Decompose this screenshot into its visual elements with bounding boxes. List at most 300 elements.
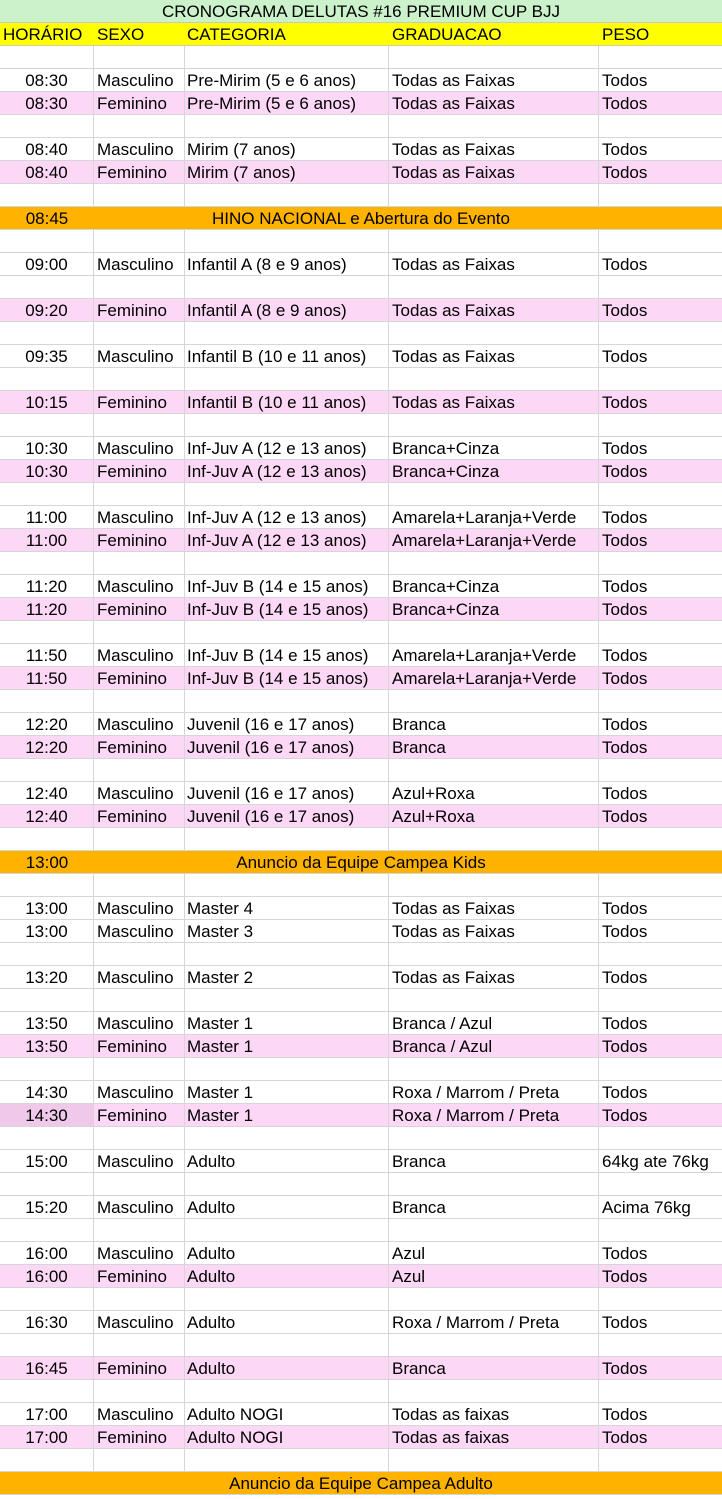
cell-empty[interactable] [94, 989, 185, 1011]
cell-empty[interactable] [599, 759, 722, 781]
cell-empty[interactable] [94, 184, 185, 206]
cell-empty[interactable] [185, 828, 389, 850]
cell-empty[interactable] [389, 621, 599, 643]
cell-categoria[interactable]: Inf-Juv B (14 e 15 anos) [185, 575, 389, 597]
cell-categoria[interactable]: Master 2 [185, 966, 389, 988]
cell-empty[interactable] [0, 1334, 94, 1356]
cell-categoria[interactable]: Inf-Juv B (14 e 15 anos) [185, 644, 389, 666]
cell-graduacao[interactable]: Amarela+Laranja+Verde [389, 529, 599, 551]
cell-empty[interactable] [599, 552, 722, 574]
cell-time[interactable]: 12:20 [0, 736, 94, 758]
cell-sexo[interactable]: Masculino [94, 138, 185, 160]
cell-graduacao[interactable]: Azul [389, 1265, 599, 1287]
cell-graduacao[interactable]: Amarela+Laranja+Verde [389, 506, 599, 528]
cell-empty[interactable] [94, 414, 185, 436]
cell-empty[interactable] [599, 874, 722, 896]
cell-empty[interactable] [94, 1449, 185, 1471]
cell-sexo[interactable]: Feminino [94, 1035, 185, 1057]
cell-categoria[interactable]: Infantil A (8 e 9 anos) [185, 299, 389, 321]
cell-empty[interactable] [94, 621, 185, 643]
cell-empty[interactable] [185, 1219, 389, 1241]
cell-categoria[interactable]: Juvenil (16 e 17 anos) [185, 805, 389, 827]
cell-categoria[interactable]: Mirim (7 anos) [185, 138, 389, 160]
cell-empty[interactable] [599, 1219, 722, 1241]
cell-sexo[interactable]: Feminino [94, 1104, 185, 1126]
cell-time[interactable]: 08:45 [25, 209, 69, 228]
cell-sexo[interactable]: Feminino [94, 667, 185, 689]
cell-empty[interactable] [0, 1219, 94, 1241]
cell-empty[interactable] [599, 46, 722, 68]
cell-peso[interactable]: Todos [602, 71, 648, 90]
cell-time[interactable]: 15:00 [0, 1150, 94, 1172]
cell-categoria[interactable]: Infantil B (10 e 11 anos) [185, 345, 389, 367]
cell-empty[interactable] [389, 1127, 599, 1149]
cell-empty[interactable] [389, 414, 599, 436]
cell-sexo[interactable]: Feminino [94, 598, 185, 620]
cell-graduacao[interactable]: Branca+Cinza [389, 575, 599, 597]
cell-empty[interactable] [389, 552, 599, 574]
cell-time[interactable]: 10:15 [0, 391, 94, 413]
cell-time[interactable]: 16:45 [0, 1357, 94, 1379]
cell-graduacao[interactable]: Branca [389, 1196, 599, 1218]
cell-peso[interactable]: Todos [602, 1359, 648, 1378]
cell-empty[interactable] [389, 483, 599, 505]
cell-categoria[interactable]: Juvenil (16 e 17 anos) [185, 736, 389, 758]
header-categoria[interactable]: CATEGORIA [187, 25, 286, 44]
cell-empty[interactable] [389, 759, 599, 781]
cell-categoria[interactable]: Adulto [185, 1150, 389, 1172]
cell-empty[interactable] [185, 1127, 389, 1149]
cell-sexo[interactable]: Feminino [94, 1265, 185, 1287]
cell-graduacao[interactable]: Azul+Roxa [389, 805, 599, 827]
cell-peso[interactable]: Todos [602, 393, 648, 412]
cell-empty[interactable] [0, 943, 94, 965]
cell-peso[interactable]: Todos [602, 968, 648, 987]
cell-empty[interactable] [599, 943, 722, 965]
cell-empty[interactable] [599, 621, 722, 643]
cell-empty[interactable] [185, 1173, 389, 1195]
cell-peso[interactable]: Todos [602, 1313, 648, 1332]
cell-categoria[interactable]: Adulto NOGI [185, 1403, 389, 1425]
cell-peso[interactable]: Todos [602, 439, 648, 458]
cell-empty[interactable] [389, 184, 599, 206]
cell-peso[interactable]: Todos [602, 899, 648, 918]
cell-empty[interactable] [0, 1288, 94, 1310]
cell-empty[interactable] [94, 1058, 185, 1080]
cell-graduacao[interactable]: Amarela+Laranja+Verde [389, 644, 599, 666]
cell-empty[interactable] [389, 115, 599, 137]
cell-empty[interactable] [185, 874, 389, 896]
cell-empty[interactable] [185, 115, 389, 137]
cell-empty[interactable] [185, 759, 389, 781]
cell-empty[interactable] [389, 943, 599, 965]
cell-empty[interactable] [94, 1173, 185, 1195]
cell-empty[interactable] [0, 230, 94, 252]
cell-graduacao[interactable]: Todas as Faixas [389, 391, 599, 413]
cell-categoria[interactable]: Inf-Juv A (12 e 13 anos) [185, 460, 389, 482]
cell-graduacao[interactable]: Azul+Roxa [389, 782, 599, 804]
cell-graduacao[interactable]: Branca / Azul [389, 1035, 599, 1057]
cell-empty[interactable] [0, 552, 94, 574]
cell-empty[interactable] [185, 414, 389, 436]
cell-empty[interactable] [599, 1173, 722, 1195]
cell-time[interactable]: 08:30 [0, 69, 94, 91]
cell-sexo[interactable]: Masculino [94, 920, 185, 942]
cell-empty[interactable] [599, 1288, 722, 1310]
cell-empty[interactable] [389, 276, 599, 298]
cell-sexo[interactable]: Masculino [94, 1196, 185, 1218]
cell-categoria[interactable]: Pre-Mirim (5 e 6 anos) [185, 69, 389, 91]
cell-time[interactable]: 11:20 [0, 575, 94, 597]
cell-empty[interactable] [94, 230, 185, 252]
cell-empty[interactable] [599, 483, 722, 505]
cell-empty[interactable] [94, 943, 185, 965]
cell-empty[interactable] [185, 1288, 389, 1310]
cell-peso[interactable]: Todos [602, 255, 648, 274]
cell-empty[interactable] [389, 1449, 599, 1471]
cell-empty[interactable] [389, 874, 599, 896]
cell-empty[interactable] [0, 1380, 94, 1402]
cell-time[interactable]: 09:20 [0, 299, 94, 321]
cell-peso[interactable]: Todos [602, 1037, 648, 1056]
cell-empty[interactable] [389, 989, 599, 1011]
cell-peso[interactable]: Todos [602, 1083, 648, 1102]
cell-empty[interactable] [94, 46, 185, 68]
cell-sexo[interactable]: Masculino [94, 1403, 185, 1425]
cell-empty[interactable] [185, 989, 389, 1011]
cell-graduacao[interactable]: Todas as Faixas [389, 253, 599, 275]
cell-sexo[interactable]: Masculino [94, 1150, 185, 1172]
cell-categoria[interactable]: Adulto NOGI [185, 1426, 389, 1448]
cell-empty[interactable] [0, 414, 94, 436]
cell-empty[interactable] [599, 1449, 722, 1471]
cell-empty[interactable] [94, 115, 185, 137]
cell-time[interactable]: 12:40 [0, 805, 94, 827]
cell-graduacao[interactable]: Todas as faixas [389, 1403, 599, 1425]
cell-categoria[interactable]: Pre-Mirim (5 e 6 anos) [185, 92, 389, 114]
cell-sexo[interactable]: Masculino [94, 1012, 185, 1034]
cell-empty[interactable] [185, 1058, 389, 1080]
cell-categoria[interactable]: Inf-Juv A (12 e 13 anos) [185, 529, 389, 551]
cell-empty[interactable] [185, 230, 389, 252]
cell-empty[interactable] [185, 322, 389, 344]
cell-empty[interactable] [0, 1173, 94, 1195]
cell-sexo[interactable]: Feminino [94, 1426, 185, 1448]
cell-graduacao[interactable]: Todas as Faixas [389, 161, 599, 183]
cell-empty[interactable] [599, 322, 722, 344]
cell-peso[interactable]: Todos [602, 600, 648, 619]
cell-empty[interactable] [389, 1334, 599, 1356]
cell-graduacao[interactable]: Azul [389, 1242, 599, 1264]
cell-categoria[interactable]: Adulto [185, 1265, 389, 1287]
cell-empty[interactable] [94, 874, 185, 896]
cell-categoria[interactable]: Juvenil (16 e 17 anos) [185, 782, 389, 804]
cell-categoria[interactable]: Inf-Juv B (14 e 15 anos) [185, 667, 389, 689]
cell-empty[interactable] [0, 759, 94, 781]
cell-graduacao[interactable]: Branca+Cinza [389, 460, 599, 482]
cell-time[interactable]: 16:00 [0, 1265, 94, 1287]
cell-sexo[interactable]: Feminino [94, 805, 185, 827]
cell-empty[interactable] [94, 1219, 185, 1241]
cell-sexo[interactable]: Masculino [94, 69, 185, 91]
cell-empty[interactable] [94, 1127, 185, 1149]
cell-empty[interactable] [185, 943, 389, 965]
cell-empty[interactable] [389, 1173, 599, 1195]
cell-empty[interactable] [185, 690, 389, 712]
cell-empty[interactable] [185, 276, 389, 298]
cell-empty[interactable] [389, 46, 599, 68]
cell-time[interactable]: 12:40 [0, 782, 94, 804]
cell-empty[interactable] [94, 552, 185, 574]
cell-peso[interactable]: Todos [602, 646, 648, 665]
cell-graduacao[interactable]: Todas as Faixas [389, 299, 599, 321]
cell-empty[interactable] [389, 1380, 599, 1402]
banner-message[interactable]: Anuncio da Equipe Campea Adulto [229, 1474, 493, 1493]
cell-empty[interactable] [0, 368, 94, 390]
cell-sexo[interactable]: Feminino [94, 1357, 185, 1379]
cell-peso[interactable]: Todos [602, 807, 648, 826]
cell-time[interactable]: 11:50 [0, 667, 94, 689]
cell-sexo[interactable]: Masculino [94, 506, 185, 528]
cell-peso[interactable]: Todos [602, 715, 648, 734]
cell-graduacao[interactable]: Branca [389, 713, 599, 735]
cell-time[interactable]: 14:30 [0, 1081, 94, 1103]
cell-empty[interactable] [94, 1288, 185, 1310]
cell-empty[interactable] [0, 874, 94, 896]
cell-empty[interactable] [185, 621, 389, 643]
header-horario[interactable]: HORÁRIO [3, 25, 83, 44]
cell-time[interactable]: 11:00 [0, 529, 94, 551]
cell-empty[interactable] [94, 368, 185, 390]
cell-peso[interactable]: Todos [602, 1244, 648, 1263]
cell-peso[interactable]: 64kg ate 76kg [602, 1152, 709, 1171]
cell-time[interactable]: 09:00 [0, 253, 94, 275]
cell-time[interactable]: 14:30 [0, 1104, 94, 1126]
cell-time[interactable]: 13:20 [0, 966, 94, 988]
cell-empty[interactable] [599, 690, 722, 712]
cell-empty[interactable] [94, 1380, 185, 1402]
cell-graduacao[interactable]: Amarela+Laranja+Verde [389, 667, 599, 689]
cell-empty[interactable] [185, 1380, 389, 1402]
cell-time[interactable]: 17:00 [0, 1426, 94, 1448]
cell-time[interactable]: 13:00 [25, 853, 69, 872]
cell-sexo[interactable]: Feminino [94, 736, 185, 758]
cell-categoria[interactable]: Master 1 [185, 1035, 389, 1057]
cell-time[interactable]: 13:00 [0, 920, 94, 942]
cell-graduacao[interactable]: Todas as Faixas [389, 966, 599, 988]
cell-time[interactable]: 16:30 [0, 1311, 94, 1333]
cell-categoria[interactable]: Adulto [185, 1242, 389, 1264]
cell-sexo[interactable]: Masculino [94, 1311, 185, 1333]
cell-empty[interactable] [0, 1127, 94, 1149]
header-graduacao[interactable]: GRADUACAO [392, 25, 502, 44]
cell-categoria[interactable]: Master 3 [185, 920, 389, 942]
cell-peso[interactable]: Todos [602, 738, 648, 757]
cell-categoria[interactable]: Adulto [185, 1311, 389, 1333]
cell-sexo[interactable]: Masculino [94, 1242, 185, 1264]
cell-graduacao[interactable]: Branca [389, 1357, 599, 1379]
banner-message[interactable]: Anuncio da Equipe Campea Kids [236, 853, 486, 872]
cell-peso[interactable]: Todos [602, 1428, 648, 1447]
cell-empty[interactable] [599, 989, 722, 1011]
cell-empty[interactable] [599, 828, 722, 850]
cell-empty[interactable] [0, 184, 94, 206]
cell-sexo[interactable]: Masculino [94, 782, 185, 804]
cell-sexo[interactable]: Feminino [94, 529, 185, 551]
cell-peso[interactable]: Todos [602, 669, 648, 688]
cell-empty[interactable] [0, 1058, 94, 1080]
cell-peso[interactable]: Todos [602, 577, 648, 596]
cell-empty[interactable] [599, 414, 722, 436]
cell-empty[interactable] [185, 368, 389, 390]
banner-message[interactable]: HINO NACIONAL e Abertura do Evento [212, 209, 510, 228]
cell-sexo[interactable]: Feminino [94, 391, 185, 413]
cell-empty[interactable] [389, 230, 599, 252]
cell-time[interactable]: 13:00 [0, 897, 94, 919]
cell-time[interactable]: 16:00 [0, 1242, 94, 1264]
cell-graduacao[interactable]: Todas as Faixas [389, 345, 599, 367]
cell-time[interactable]: 08:40 [0, 161, 94, 183]
cell-categoria[interactable]: Mirim (7 anos) [185, 161, 389, 183]
cell-sexo[interactable]: Masculino [94, 253, 185, 275]
cell-categoria[interactable]: Juvenil (16 e 17 anos) [185, 713, 389, 735]
cell-empty[interactable] [0, 46, 94, 68]
cell-empty[interactable] [599, 368, 722, 390]
cell-empty[interactable] [0, 989, 94, 1011]
cell-peso[interactable]: Todos [602, 1405, 648, 1424]
cell-empty[interactable] [0, 115, 94, 137]
cell-sexo[interactable]: Feminino [94, 92, 185, 114]
cell-empty[interactable] [185, 1449, 389, 1471]
cell-empty[interactable] [185, 184, 389, 206]
cell-graduacao[interactable]: Roxa / Marrom / Preta [389, 1081, 599, 1103]
cell-sexo[interactable]: Masculino [94, 1081, 185, 1103]
cell-categoria[interactable]: Master 4 [185, 897, 389, 919]
cell-categoria[interactable]: Adulto [185, 1196, 389, 1218]
cell-peso[interactable]: Todos [602, 508, 648, 527]
cell-sexo[interactable]: Masculino [94, 575, 185, 597]
cell-empty[interactable] [94, 759, 185, 781]
cell-peso[interactable]: Todos [602, 140, 648, 159]
cell-categoria[interactable]: Infantil B (10 e 11 anos) [185, 391, 389, 413]
cell-categoria[interactable]: Inf-Juv A (12 e 13 anos) [185, 437, 389, 459]
cell-peso[interactable]: Todos [602, 462, 648, 481]
cell-empty[interactable] [0, 483, 94, 505]
cell-peso[interactable]: Todos [602, 1106, 648, 1125]
cell-time[interactable]: 11:20 [0, 598, 94, 620]
cell-empty[interactable] [0, 322, 94, 344]
cell-graduacao[interactable]: Branca [389, 736, 599, 758]
cell-categoria[interactable]: Inf-Juv B (14 e 15 anos) [185, 598, 389, 620]
cell-peso[interactable]: Acima 76kg [602, 1198, 691, 1217]
cell-empty[interactable] [94, 690, 185, 712]
cell-time[interactable]: 10:30 [0, 460, 94, 482]
cell-sexo[interactable]: Feminino [94, 460, 185, 482]
cell-empty[interactable] [94, 276, 185, 298]
cell-empty[interactable] [0, 276, 94, 298]
cell-empty[interactable] [0, 621, 94, 643]
cell-empty[interactable] [599, 1058, 722, 1080]
header-peso[interactable]: PESO [602, 25, 650, 44]
cell-empty[interactable] [599, 230, 722, 252]
cell-categoria[interactable]: Infantil A (8 e 9 anos) [185, 253, 389, 275]
cell-categoria[interactable]: Master 1 [185, 1081, 389, 1103]
header-sexo[interactable]: SEXO [97, 25, 145, 44]
cell-sexo[interactable]: Feminino [94, 161, 185, 183]
cell-time[interactable]: 10:30 [0, 437, 94, 459]
cell-sexo[interactable]: Masculino [94, 897, 185, 919]
cell-empty[interactable] [0, 690, 94, 712]
cell-empty[interactable] [389, 322, 599, 344]
cell-empty[interactable] [599, 115, 722, 137]
cell-graduacao[interactable]: Branca+Cinza [389, 437, 599, 459]
cell-sexo[interactable]: Masculino [94, 437, 185, 459]
cell-peso[interactable]: Todos [602, 1014, 648, 1033]
cell-empty[interactable] [185, 483, 389, 505]
cell-time[interactable]: 09:35 [0, 345, 94, 367]
cell-peso[interactable]: Todos [602, 301, 648, 320]
cell-empty[interactable] [0, 1449, 94, 1471]
cell-categoria[interactable]: Master 1 [185, 1012, 389, 1034]
cell-empty[interactable] [599, 1334, 722, 1356]
cell-empty[interactable] [94, 483, 185, 505]
cell-empty[interactable] [94, 828, 185, 850]
cell-empty[interactable] [94, 322, 185, 344]
cell-graduacao[interactable]: Todas as Faixas [389, 897, 599, 919]
cell-empty[interactable] [185, 1334, 389, 1356]
cell-graduacao[interactable]: Branca / Azul [389, 1012, 599, 1034]
cell-empty[interactable] [0, 828, 94, 850]
cell-time[interactable]: 11:00 [0, 506, 94, 528]
cell-empty[interactable] [389, 828, 599, 850]
cell-peso[interactable]: Todos [602, 784, 648, 803]
cell-graduacao[interactable]: Roxa / Marrom / Preta [389, 1311, 599, 1333]
cell-categoria[interactable]: Inf-Juv A (12 e 13 anos) [185, 506, 389, 528]
cell-time[interactable]: 15:20 [0, 1196, 94, 1218]
cell-empty[interactable] [599, 1380, 722, 1402]
cell-empty[interactable] [599, 276, 722, 298]
cell-peso[interactable]: Todos [602, 922, 648, 941]
cell-empty[interactable] [599, 184, 722, 206]
cell-categoria[interactable]: Adulto [185, 1357, 389, 1379]
cell-empty[interactable] [389, 368, 599, 390]
cell-graduacao[interactable]: Branca [389, 1150, 599, 1172]
cell-time[interactable]: 08:40 [0, 138, 94, 160]
cell-empty[interactable] [389, 1058, 599, 1080]
cell-peso[interactable]: Todos [602, 94, 648, 113]
cell-empty[interactable] [389, 1288, 599, 1310]
cell-time[interactable]: 08:30 [0, 92, 94, 114]
cell-graduacao[interactable]: Todas as Faixas [389, 920, 599, 942]
cell-peso[interactable]: Todos [602, 1267, 648, 1286]
cell-graduacao[interactable]: Todas as faixas [389, 1426, 599, 1448]
cell-peso[interactable]: Todos [602, 347, 648, 366]
cell-time[interactable]: 17:00 [0, 1403, 94, 1425]
cell-graduacao[interactable]: Todas as Faixas [389, 92, 599, 114]
cell-graduacao[interactable]: Branca+Cinza [389, 598, 599, 620]
cell-empty[interactable] [185, 552, 389, 574]
cell-empty[interactable] [94, 1334, 185, 1356]
cell-empty[interactable] [389, 690, 599, 712]
cell-empty[interactable] [389, 1219, 599, 1241]
cell-categoria[interactable]: Master 1 [185, 1104, 389, 1126]
cell-graduacao[interactable]: Todas as Faixas [389, 69, 599, 91]
cell-sexo[interactable]: Masculino [94, 713, 185, 735]
cell-peso[interactable]: Todos [602, 163, 648, 182]
sheet-title[interactable]: CRONOGRAMA DELUTAS #16 PREMIUM CUP BJJ [161, 2, 560, 21]
cell-graduacao[interactable]: Todas as Faixas [389, 138, 599, 160]
cell-graduacao[interactable]: Roxa / Marrom / Preta [389, 1104, 599, 1126]
